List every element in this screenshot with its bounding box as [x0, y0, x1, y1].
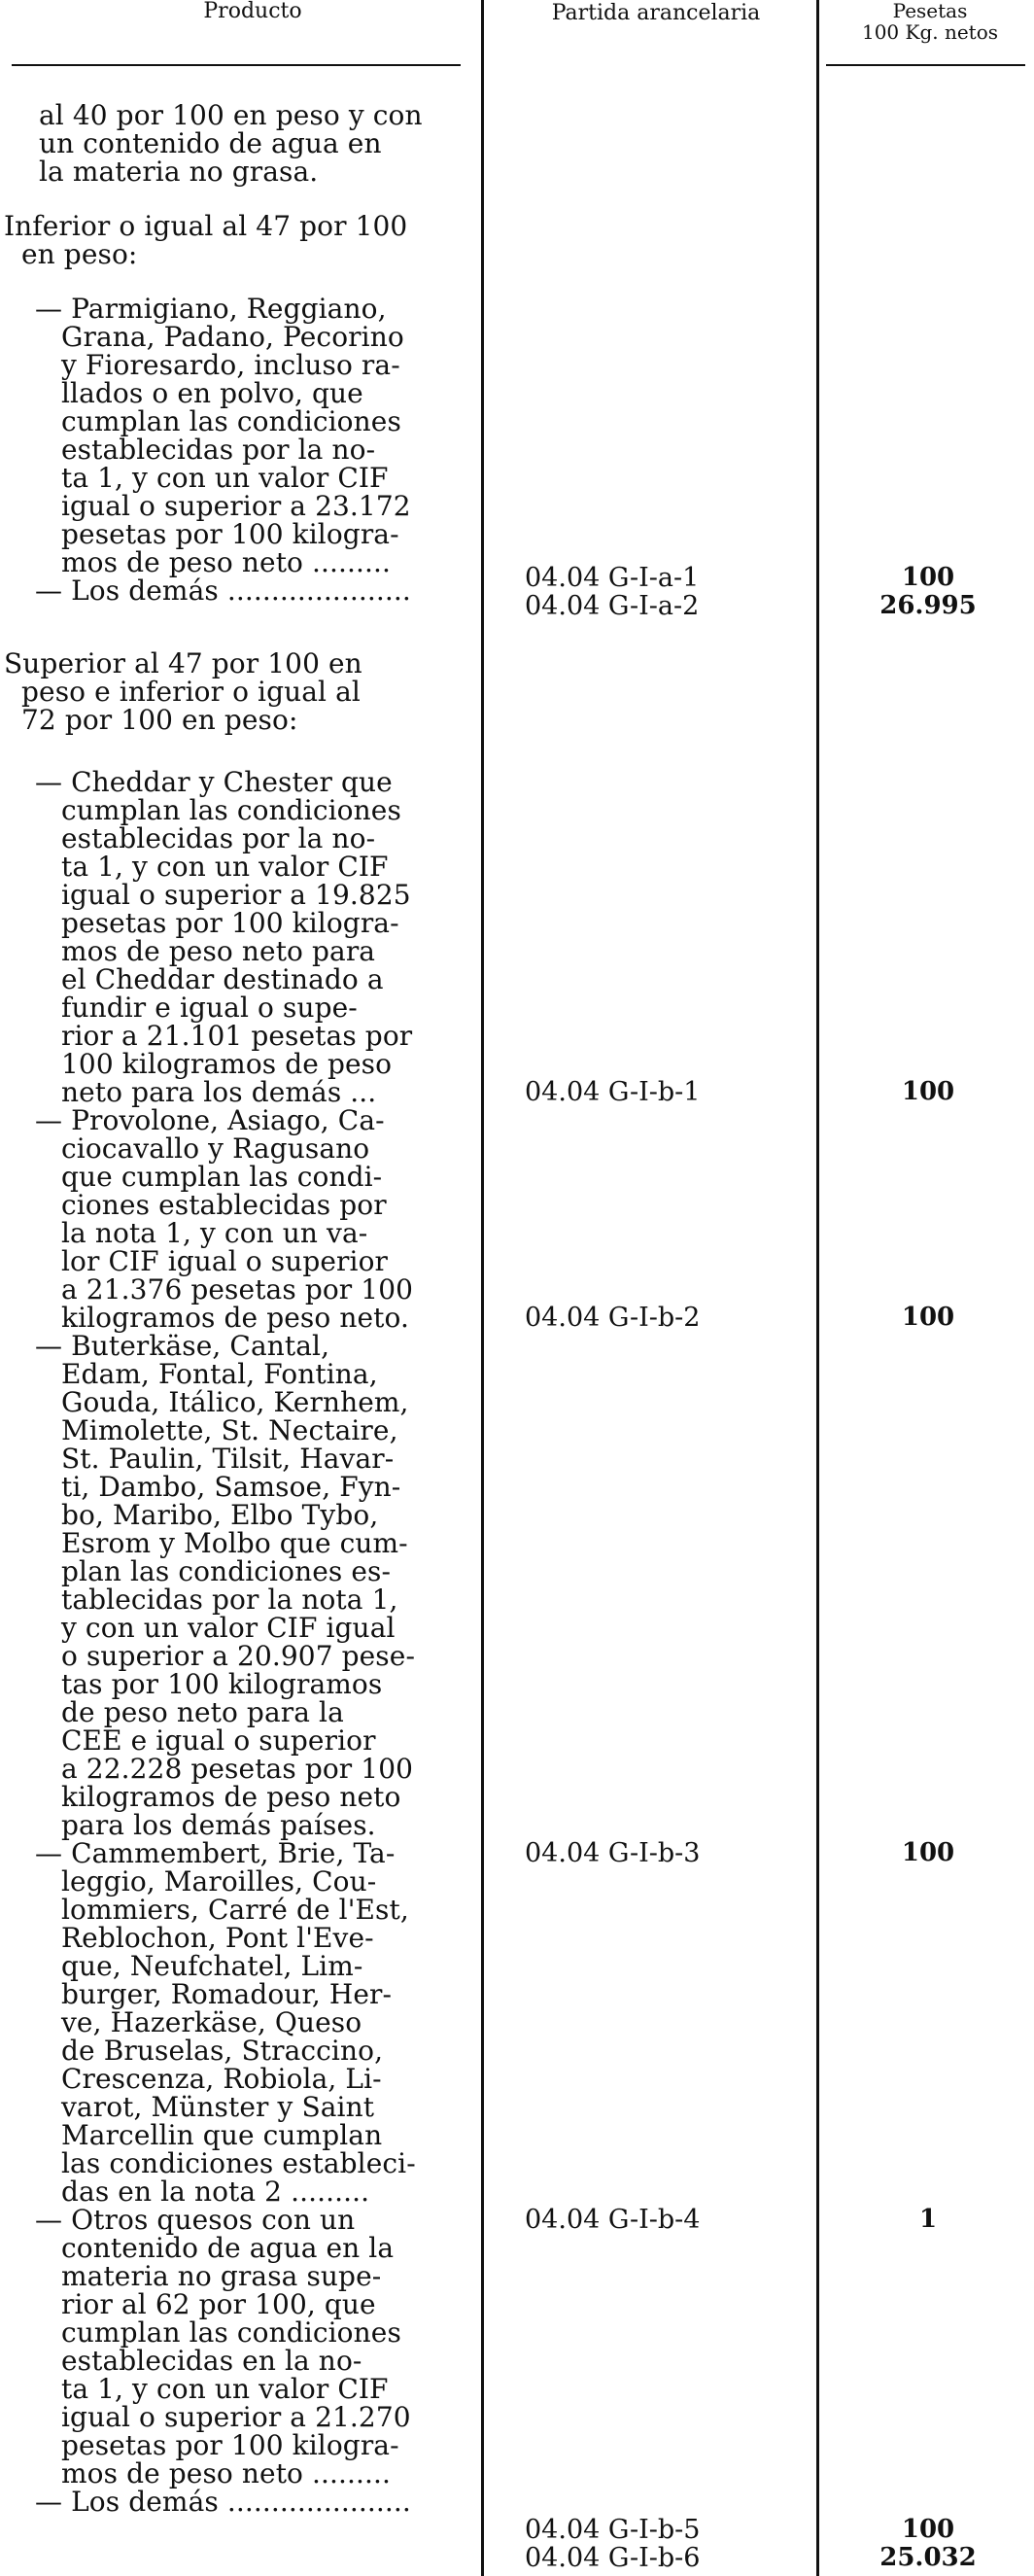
column-divider-1 — [481, 0, 484, 2576]
tariff-code: 04.04 G-I-a-1 — [525, 563, 700, 593]
header-partida: Partida arancelaria — [551, 1, 761, 25]
tariff-code: 04.04 G-I-b-6 — [525, 2543, 701, 2573]
pesetas-value: 100 — [901, 2515, 955, 2544]
product-text-intro: al 40 por 100 en peso y con un contenido de agua en la materia no grasa. — [39, 99, 423, 188]
header-producto: Producto — [203, 0, 302, 23]
pesetas-value: 100 — [901, 563, 955, 592]
product-text-superior: Superior al 47 por 100 en peso e inferior o igual al 72 por 100 en peso: — [4, 647, 362, 736]
header-rule-right — [826, 64, 1025, 66]
pesetas-value: 26.995 — [879, 591, 977, 620]
tariff-code: 04.04 G-I-b-4 — [525, 2205, 701, 2235]
product-text-inferior: Inferior o igual al 47 por 100 en peso: — [4, 210, 408, 270]
header-pesetas-line2: 100 Kg. netos — [861, 20, 999, 44]
tariff-code: 04.04 G-I-b-5 — [525, 2515, 701, 2545]
pesetas-value: 100 — [901, 1303, 955, 1332]
pesetas-value: 100 — [901, 1077, 955, 1106]
product-text-group-b: — Cheddar y Chester que cumplan las condiciones establecidas por la no- ta 1, y con un valor CIF igual o superior a 19.825 pesetas por 100 kilogra- mos de peso neto para el Cheddar destinado a fundir e igual o supe- rior a 21.101 pesetas por 100 kilogramos de peso neto para los demás ... — Provolone, Asiago, Ca- ciocavallo y Ragusano que cumplan las condi- ciones establecidas por la nota 1, y con un va- lor CIF igual o superior a 21.376 pesetas por 100 kilogramos de peso neto. — Buterkäse, Cantal, Edam, Fontal, Fontina, Gouda, Itálico, Kernhem, Mimolette, St. Nectaire, St. Paulin, Tilsit, Havar- ti, Dambo, Samsoe, Fyn- bo, Maribo, Elbo Tybo, Esrom y Molbo que cum- plan las condiciones es- tablecidas por la nota 1, y con un valor CIF igual o superior a 20.907 pese- tas por 100 kilogramos de peso neto para la CEE e igual o superior a 22.228 pesetas por 100 kilogramos de peso neto para los demás países. — Cammembert, Brie, Ta- leggio, Maroilles, Cou- lommiers, Carré de l'Est, Reblochon, Pont l'Eve- que, Neufchatel, Lim- burger, Romadour, Her- ve, Hazerkäse, Queso de Bruselas, Straccino, Crescenza, Robiola, Li- varot, Münster y Saint Marcellin que cumplan las condiciones estableci- das en la nota 2 ......... — Otros quesos con un contenido de agua en la materia no grasa supe- rior al 62 por 100, que cumplan las condiciones establecidas en la no- ta 1, y con un valor CIF igual o superior a 21.270 pesetas por 100 kilogra- mos de peso neto ......... — Los demás ..................... — [35, 766, 416, 2518]
tariff-code: 04.04 G-I-a-2 — [525, 591, 700, 621]
pesetas-value: 100 — [901, 1838, 955, 1867]
pesetas-value: 1 — [918, 2205, 938, 2234]
tariff-code: 04.04 G-I-b-3 — [525, 1838, 701, 1868]
header-pesetas — [826, 0, 1034, 43]
pesetas-value: 25.032 — [879, 2543, 977, 2572]
header-pesetas-line1: Pesetas — [892, 0, 968, 22]
header-rule-left — [12, 64, 461, 66]
column-divider-2 — [816, 0, 819, 2576]
tariff-code: 04.04 G-I-b-1 — [525, 1077, 701, 1107]
tariff-code: 04.04 G-I-b-2 — [525, 1303, 701, 1333]
product-text-group-a: — Parmigiano, Reggiano, Grana, Padano, Pecorino y Fioresardo, incluso ra- llados o en polvo, que cumplan las condiciones establecidas por la no- ta 1, y con un valor CIF igual o superior a 23.172 pesetas por 100 kilogra- mos de peso neto ......... — Los demás ..................... — [35, 293, 411, 607]
